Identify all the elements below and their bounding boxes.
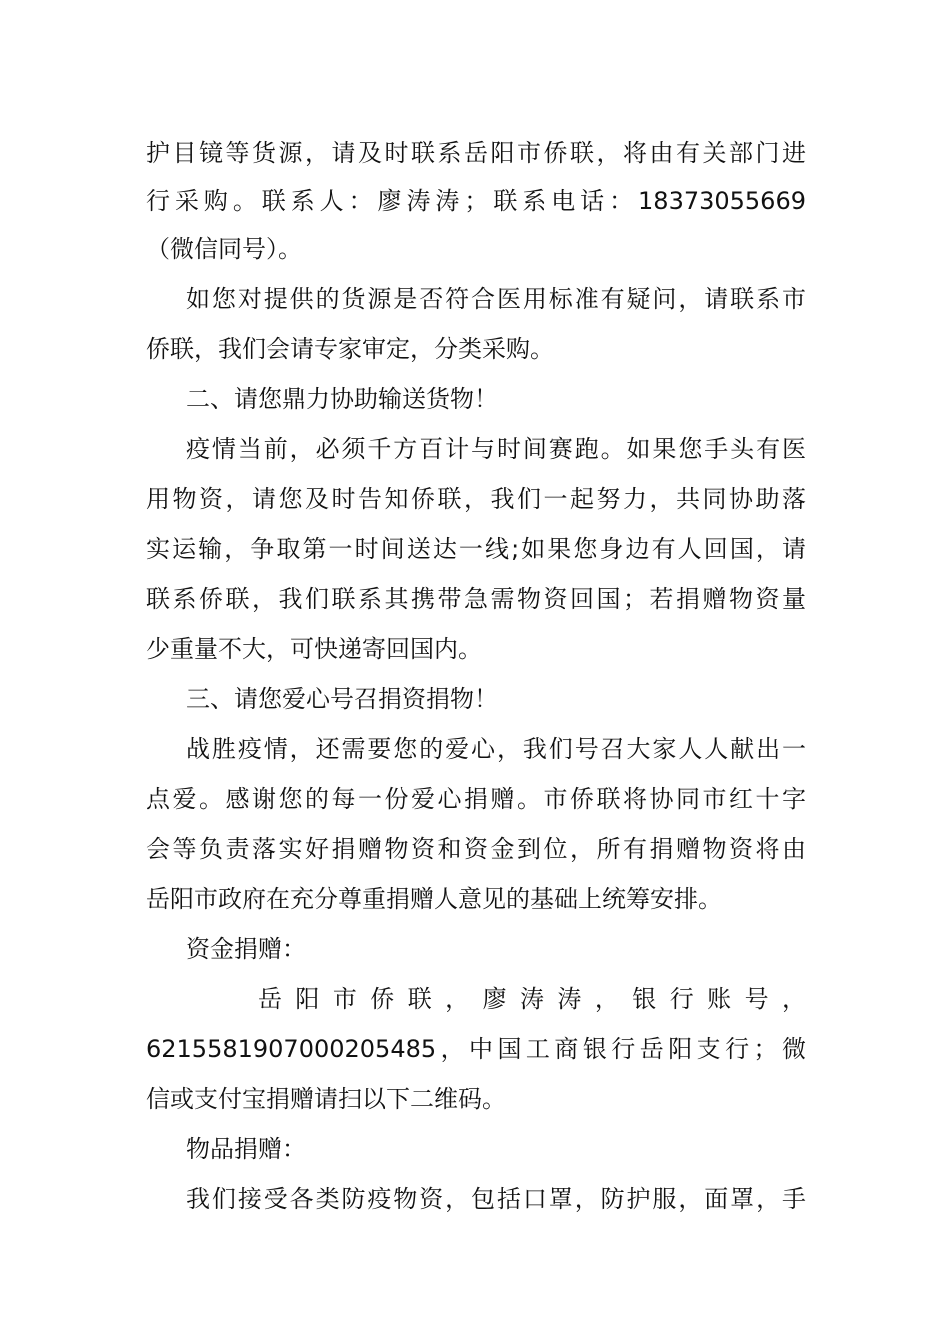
- bank-account-line: 岳 阳 市 侨 联 ， 廖 涛 涛 ， 银 行 账 号 ，: [258, 985, 806, 1013]
- text-line-13: 战胜疫情，还需要您的爱心，我们号召大家人人献出一: [186, 735, 806, 763]
- text-line-9: 实运输，争取第一时间送达一线;如果您身边有人回国，请: [146, 535, 806, 563]
- text-line-22: 我们接受各类防疫物资，包括口罩，防护服，面罩，手: [186, 1185, 806, 1213]
- section-heading-3: 三、请您爱心号召捐资捐物！: [186, 685, 498, 713]
- text-line-15: 会等负责落实好捐赠物资和资金到位，所有捐赠物资将由: [146, 835, 806, 863]
- text-line-11: 少重量不大，可快递寄回国内。: [146, 635, 482, 663]
- section-heading-2: 二、请您鼎力协助输送货物！: [186, 385, 498, 413]
- text-line-7: 疫情当前，必须千方百计与时间赛跑。如果您手头有医: [186, 435, 806, 463]
- text-line-8: 用物资，请您及时告知侨联，我们一起努力，共同协助落: [146, 485, 806, 513]
- text-line-16: 岳阳市政府在充分尊重捐赠人意见的基础上统筹安排。: [146, 885, 722, 913]
- bank-account-number-line: 6215581907000205485，中国工商银行岳阳支行；微: [146, 1035, 806, 1063]
- text-line-3: （微信同号）。: [146, 235, 302, 263]
- text-line-5: 侨联，我们会请专家审定，分类采购。: [146, 335, 554, 363]
- text-line-4: 如您对提供的货源是否符合医用标准有疑问，请联系市: [186, 285, 806, 313]
- text-line-1: 护目镜等货源，请及时联系岳阳市侨联，将由有关部门进: [146, 139, 806, 167]
- text-line-10: 联系侨联，我们联系其携带急需物资回国；若捐赠物资量: [146, 585, 806, 613]
- goods-donation-label: 物品捐赠：: [186, 1135, 306, 1163]
- fund-donation-label: 资金捐赠：: [186, 935, 306, 963]
- text-line-20: 信或支付宝捐赠请扫以下二维码。: [146, 1085, 506, 1113]
- text-line-2: 行采购。联系人：廖涛涛；联系电话：18373055669: [146, 187, 806, 215]
- text-line-14: 点爱。感谢您的每一份爱心捐赠。市侨联将协同市红十字: [146, 785, 806, 813]
